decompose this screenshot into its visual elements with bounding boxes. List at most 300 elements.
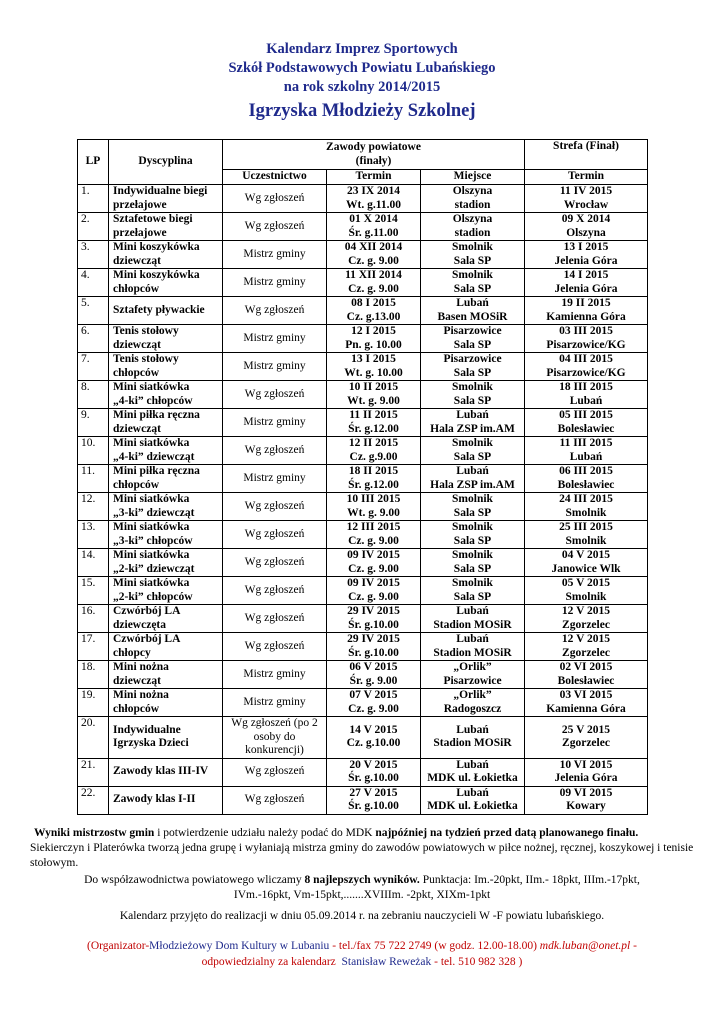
table-row [78, 381, 648, 409]
cell-discipline-line-1: Mini nożna [113, 689, 169, 701]
cell-participation-line-1: Mistrz gminy [243, 247, 306, 260]
header-place: Miejsce [421, 170, 525, 185]
notes-text-groups: Siekierczyn i Platerówka tworzą jedna grupę i wyłaniają mistrza gminy do zawodów powiatowych w piłce nożnej, ręcznej, koszykowej i tenisie stołowym. [30, 842, 694, 869]
cell-discipline [109, 213, 223, 241]
cell-participation-line-1: Mistrz gminy [243, 695, 306, 708]
cell-place-line-1: Lubań [456, 723, 489, 736]
cell-lp [78, 353, 109, 381]
cell-lp-line-1: 2. [81, 213, 90, 225]
cell-place [421, 353, 525, 381]
cell-participation-line-1: Mistrz gminy [243, 415, 306, 428]
cell-term-line-2: Cz. g.13.00 [346, 310, 401, 323]
cell-term-line-2: Śr. g.10.00 [348, 646, 399, 659]
cell-discipline [109, 409, 223, 437]
cell-place-line-2: Sala SP [453, 450, 492, 463]
cell-zone-final-line-2: Pisarzowice/KG [546, 366, 626, 379]
cell-zone-final-line-1: 04 III 2015 [559, 353, 613, 365]
cell-place [421, 325, 525, 353]
cell-zone-final-line-1: 04 V 2015 [561, 549, 611, 561]
cell-discipline-line-1: Zawody klas III-IV [113, 765, 209, 778]
cell-place-line-1: Smolnik [452, 549, 493, 561]
cell-zone-final-line-1: 25 III 2015 [559, 521, 613, 533]
cell-participation-line-1: Wg zgłoszeń [244, 443, 305, 456]
cell-term-line-2: Śr. g.12.00 [348, 478, 399, 491]
cell-discipline [109, 521, 223, 549]
cell-term-line-1: 11 XII 2014 [345, 269, 402, 281]
cell-discipline-line-2: dziewcząt [113, 254, 161, 267]
cell-term-line-1: 23 IX 2014 [346, 185, 401, 197]
cell-discipline-line-1: Sztafetowe biegi [113, 213, 193, 225]
cell-participation-line-1: Mistrz gminy [243, 471, 306, 484]
cell-discipline [109, 717, 223, 759]
cell-discipline [109, 437, 223, 465]
cell-zone-final-line-1: 24 III 2015 [559, 493, 613, 505]
cell-zone-final-line-2: Kamienna Góra [546, 702, 626, 715]
cell-term-line-1: 12 I 2015 [351, 325, 396, 337]
cell-place [421, 758, 525, 786]
cell-participation [223, 633, 327, 661]
cell-lp-line-1: 14. [81, 549, 96, 561]
cell-place-line-1: Smolnik [452, 521, 493, 533]
table-row [78, 409, 648, 437]
cell-discipline [109, 577, 223, 605]
cell-participation [223, 717, 327, 759]
cell-term-line-1: 27 V 2015 [349, 786, 398, 799]
table-row [78, 577, 648, 605]
cell-zone-final-line-2: Zgorzelec [562, 618, 610, 631]
cell-place [421, 297, 525, 325]
cell-zone-final [525, 577, 648, 605]
cell-place-line-2: Radogoszcz [443, 702, 502, 715]
cell-place-line-1: Smolnik [452, 241, 493, 253]
table-row [78, 493, 648, 521]
cell-discipline-line-1: Mini koszykówka [113, 269, 200, 281]
header-line-1: Kalendarz Imprez Sportowych [266, 41, 458, 57]
cell-term [327, 605, 421, 633]
cell-place [421, 493, 525, 521]
cell-place [421, 605, 525, 633]
cell-place-line-2: Basen MOSiR [437, 310, 508, 323]
cell-term-line-1: 20 V 2015 [349, 758, 398, 771]
cell-place-line-2: Sala SP [453, 254, 492, 267]
notes-bold-deadline: najpóźniej na tydzień przed datą planowanego finału. [375, 827, 639, 839]
cell-zone-final-line-2: Lubań [569, 450, 603, 463]
notes-text: i potwierdzenie udziału należy podać do MDK [154, 827, 376, 839]
cell-place-line-2: Sala SP [453, 534, 492, 547]
cell-zone-final-line-2: Bolesławiec [557, 478, 615, 491]
cell-place-line-1: Lubań [456, 465, 489, 477]
cell-lp [78, 758, 109, 786]
cell-participation [223, 786, 327, 814]
cell-zone-final-line-1: 19 II 2015 [561, 297, 611, 309]
cell-term-line-1: 10 II 2015 [348, 381, 399, 393]
cell-lp-line-1: 8. [81, 381, 90, 393]
cell-zone-final-line-1: 11 III 2015 [559, 437, 613, 449]
cell-place [421, 577, 525, 605]
cell-lp [78, 381, 109, 409]
header-term: Termin [327, 170, 421, 185]
cell-term-line-1: 11 II 2015 [349, 409, 398, 421]
cell-term-line-1: 12 II 2015 [348, 437, 399, 449]
cell-lp-line-1: 4. [81, 269, 90, 281]
cell-term-line-1: 07 V 2015 [349, 689, 398, 701]
cell-place-line-2: Hala ZSP im.AM [430, 478, 515, 491]
cell-discipline [109, 689, 223, 717]
cell-participation-line-1: Wg zgłoszeń [244, 191, 305, 204]
cell-participation [223, 269, 327, 297]
cell-participation [223, 241, 327, 269]
cell-zone-final-line-1: 05 III 2015 [559, 409, 613, 421]
cell-discipline [109, 633, 223, 661]
cell-discipline-line-2: „2-ki” dziewcząt [113, 562, 195, 575]
cell-place-line-2: Stadion MOSiR [433, 646, 512, 659]
cell-place-line-1: Smolnik [452, 577, 493, 589]
footer-contact: - tel./fax 75 722 2749 (w godz. 12.00-18.00) [329, 940, 540, 952]
cell-term-line-2: Śr. g.11.00 [348, 226, 399, 239]
cell-lp [78, 437, 109, 465]
cell-term-line-2: Cz. g. 9.00 [348, 534, 399, 547]
cell-zone-final-line-2: Janowice Wlk [551, 562, 621, 575]
cell-term-line-1: 18 II 2015 [348, 465, 399, 477]
cell-discipline [109, 465, 223, 493]
cell-zone-final-line-2: Jelenia Góra [554, 772, 618, 784]
cell-zone-final-line-1: 13 I 2015 [563, 241, 609, 253]
cell-place-line-2: stadion [454, 198, 491, 211]
table-row [78, 717, 648, 759]
cell-lp-line-1: 12. [81, 493, 96, 505]
cell-zone-final-line-1: 11 IV 2015 [559, 185, 613, 197]
cell-zone-final-line-2: Bolesławiec [557, 674, 615, 687]
cell-zone-final-line-2: Smolnik [565, 506, 607, 519]
cell-term-line-1: 09 IV 2015 [347, 549, 400, 561]
cell-term [327, 185, 421, 213]
table-row [78, 353, 648, 381]
cell-place-line-1: Pisarzowice [443, 325, 502, 337]
cell-zone-final-line-2: Jelenia Góra [554, 254, 618, 267]
cell-place-line-1: Pisarzowice [443, 353, 502, 365]
cell-discipline [109, 661, 223, 689]
cell-participation [223, 297, 327, 325]
cell-term [327, 437, 421, 465]
cell-term-line-2: Wt. g. 10.00 [344, 366, 403, 379]
cell-discipline [109, 493, 223, 521]
cell-participation [223, 325, 327, 353]
table-row [78, 549, 648, 577]
cell-participation [223, 409, 327, 437]
cell-zone-final [525, 437, 648, 465]
header-county-finals-l1: Zawody powiatowe [326, 141, 421, 153]
cell-discipline-line-2: przełajowe [113, 226, 167, 239]
cell-participation-line-1: Wg zgłoszeń [244, 219, 305, 232]
cell-zone-final [525, 786, 648, 814]
table-row [78, 241, 648, 269]
cell-zone-final-line-1: 12 V 2015 [561, 633, 611, 645]
table-row [78, 633, 648, 661]
cell-term [327, 577, 421, 605]
cell-zone-final-line-1: 09 X 2014 [561, 213, 611, 225]
cell-zone-final [525, 689, 648, 717]
cell-zone-final [525, 325, 648, 353]
cell-place-line-2: Pisarzowice [443, 674, 502, 687]
header-zone-term: Termin [525, 170, 648, 185]
cell-lp-line-1: 1. [81, 185, 90, 197]
table-row [78, 758, 648, 786]
table-row [78, 185, 648, 213]
table-row [78, 297, 648, 325]
cell-place [421, 717, 525, 759]
cell-participation [223, 758, 327, 786]
header-title: Igrzyska Młodzieży Szkolnej [248, 101, 476, 121]
cell-place [421, 689, 525, 717]
cell-lp [78, 465, 109, 493]
header-discipline: Dyscyplina [109, 140, 223, 185]
cell-place-line-2: Hala ZSP im.AM [430, 422, 515, 435]
cell-term-line-2: Śr. g.10.00 [348, 618, 399, 631]
cell-participation [223, 213, 327, 241]
cell-discipline-line-1: Mini siatkówka [113, 549, 190, 561]
cell-place [421, 633, 525, 661]
cell-discipline [109, 297, 223, 325]
cell-participation-line-1: Wg zgłoszeń [244, 611, 305, 624]
cell-term [327, 689, 421, 717]
cell-place-line-2: MDK ul. Łokietka [427, 800, 518, 812]
cell-place-line-1: Olszyna [452, 185, 493, 197]
notes-scoring-intro: Do współzawodnictwa powiatowego wliczamy [84, 874, 305, 886]
cell-zone-final-line-1: 09 VI 2015 [559, 786, 613, 799]
notes-bold-results: Wyniki mistrzostw gmin [34, 827, 155, 839]
cell-lp [78, 213, 109, 241]
cell-discipline-line-2: „4-ki” chłopców [113, 394, 193, 407]
cell-lp [78, 521, 109, 549]
cell-lp [78, 689, 109, 717]
cell-zone-final-line-2: Kowary [566, 800, 606, 812]
cell-term [327, 786, 421, 814]
cell-discipline-line-1: Tenis stołowy [113, 353, 179, 365]
cell-place-line-1: Lubań [456, 605, 489, 617]
cell-term-line-2: Śr. g.10.00 [348, 800, 399, 812]
cell-zone-final [525, 465, 648, 493]
cell-term [327, 661, 421, 689]
cell-lp-line-1: 9. [81, 409, 90, 421]
cell-zone-final-line-1: 03 VI 2015 [559, 689, 613, 701]
cell-term-line-2: Śr. g.10.00 [348, 772, 399, 784]
cell-participation [223, 437, 327, 465]
cell-discipline [109, 549, 223, 577]
cell-discipline [109, 185, 223, 213]
cell-term-line-2: Cz. g. 9.00 [348, 254, 399, 267]
cell-zone-final-line-2: Jelenia Góra [554, 282, 618, 295]
cell-discipline-line-2: Igrzyska Dzieci [113, 737, 189, 750]
cell-zone-final [525, 269, 648, 297]
cell-discipline [109, 381, 223, 409]
cell-discipline-line-1: Indywidualne [113, 723, 181, 736]
cell-participation-line-1: Mistrz gminy [243, 667, 306, 680]
cell-place-line-1: Smolnik [452, 269, 493, 281]
table-row [78, 661, 648, 689]
table-row [78, 786, 648, 814]
cell-zone-final [525, 213, 648, 241]
cell-zone-final-line-1: 05 V 2015 [561, 577, 611, 589]
cell-participation-line-1: Mistrz gminy [243, 275, 306, 288]
cell-discipline-line-1: Mini nożna [113, 661, 169, 673]
cell-term [327, 521, 421, 549]
cell-place-line-2: Stadion MOSiR [433, 618, 512, 631]
cell-place [421, 465, 525, 493]
footer-open: (Organizator- [87, 940, 150, 952]
table-body [78, 185, 648, 815]
cell-term-line-2: Wt. g.11.00 [346, 198, 401, 211]
cell-lp-line-1: 13. [81, 521, 96, 533]
cell-term [327, 213, 421, 241]
cell-term [327, 297, 421, 325]
cell-zone-final-line-2: Bolesławiec [557, 422, 615, 435]
cell-zone-final-line-1: 18 III 2015 [559, 381, 613, 393]
events-calendar-table [77, 139, 648, 815]
table-row [78, 325, 648, 353]
cell-lp-line-1: 20. [81, 717, 96, 729]
cell-discipline-line-2: „4-ki” dziewcząt [113, 450, 195, 463]
cell-place-line-2: Sala SP [453, 338, 492, 351]
cell-term-line-1: 01 X 2014 [349, 213, 398, 225]
cell-zone-final [525, 758, 648, 786]
cell-lp-line-1: 3. [81, 241, 90, 253]
cell-participation [223, 605, 327, 633]
footer-organizer: Młodzieżowy Dom Kultury w Lubaniu [149, 940, 330, 952]
cell-discipline-line-1: Mini koszykówka [113, 241, 200, 253]
cell-participation [223, 185, 327, 213]
cell-term-line-2: Cz. g.10.00 [346, 737, 401, 750]
cell-term-line-2: Cz. g. 9.00 [348, 702, 399, 715]
cell-place-line-1: Lubań [456, 409, 489, 421]
footer-person: Stanisław Reweżak [341, 956, 432, 968]
cell-discipline-line-2: dziewcząt [113, 674, 161, 687]
cell-participation [223, 661, 327, 689]
cell-term-line-2: Śr. g. 9.00 [349, 674, 398, 687]
cell-zone-final [525, 493, 648, 521]
cell-discipline-line-1: Mini siatkówka [113, 381, 190, 393]
cell-discipline-line-2: chłopców [113, 282, 159, 295]
cell-term [327, 758, 421, 786]
cell-place-line-1: Smolnik [452, 381, 493, 393]
cell-zone-final [525, 549, 648, 577]
organizer-footer [0, 938, 724, 970]
cell-place [421, 269, 525, 297]
cell-participation-line-1: Wg zgłoszeń [244, 639, 305, 652]
cell-term-line-2: Cz. g.9.00 [349, 450, 398, 463]
cell-participation-line-1: Wg zgłoszeń [244, 527, 305, 540]
cell-zone-final-line-2: Smolnik [565, 590, 607, 603]
cell-participation-line-1: Wg zgłoszeń [244, 793, 305, 806]
cell-zone-final-line-2: Lubań [569, 394, 603, 407]
cell-lp [78, 786, 109, 814]
cell-participation-line-1: Mistrz gminy [243, 331, 306, 344]
cell-term [327, 717, 421, 759]
cell-discipline-line-2: dziewcząt [113, 422, 161, 435]
cell-zone-final-line-1: 02 VI 2015 [559, 661, 613, 673]
cell-discipline-line-1: Indywidualne biegi [113, 185, 208, 197]
cell-zone-final [525, 521, 648, 549]
table-row [78, 465, 648, 493]
cell-zone-final [525, 297, 648, 325]
cell-participation [223, 381, 327, 409]
notes-paragraph-1 [30, 826, 694, 871]
cell-discipline-line-1: Sztafety pływackie [113, 303, 205, 316]
cell-place-line-1: „Orlik” [453, 661, 492, 673]
cell-place-line-1: Olszyna [452, 213, 493, 225]
cell-zone-final [525, 661, 648, 689]
cell-zone-final-line-1: 10 VI 2015 [559, 758, 613, 771]
cell-lp [78, 241, 109, 269]
cell-term-line-1: 10 III 2015 [346, 493, 401, 505]
cell-zone-final-line-2: Pisarzowice/KG [546, 338, 626, 351]
cell-place-line-2: Sala SP [453, 562, 492, 575]
header-county-finals [223, 140, 525, 170]
header-line-3: na rok szkolny 2014/2015 [283, 79, 441, 95]
cell-discipline-line-2: „3-ki” chłopców [113, 534, 193, 547]
cell-discipline [109, 269, 223, 297]
cell-place [421, 381, 525, 409]
cell-term [327, 381, 421, 409]
cell-term [327, 633, 421, 661]
cell-term-line-1: 13 I 2015 [351, 353, 396, 365]
footer-tel: - tel. 510 982 328 ) [431, 956, 523, 968]
cell-place-line-1: Lubań [456, 786, 489, 799]
cell-term-line-1: 06 V 2015 [349, 661, 398, 673]
cell-lp-line-1: 17. [81, 633, 96, 645]
footer-dash: - [630, 940, 637, 952]
cell-place-line-2: Sala SP [453, 590, 492, 603]
cell-discipline-line-2: przełajowe [113, 198, 167, 211]
cell-discipline [109, 325, 223, 353]
cell-term [327, 325, 421, 353]
cell-discipline-line-1: Czwórbój LA [113, 605, 181, 617]
cell-discipline-line-1: Czwórbój LA [113, 633, 181, 645]
cell-lp-line-1: 11. [81, 465, 95, 477]
cell-lp [78, 549, 109, 577]
cell-zone-final-line-2: Smolnik [565, 534, 607, 547]
notes-scoring-bold: 8 najlepszych wyników. [304, 874, 420, 886]
cell-lp [78, 185, 109, 213]
cell-discipline [109, 353, 223, 381]
cell-lp [78, 325, 109, 353]
cell-zone-final [525, 353, 648, 381]
cell-discipline-line-2: chłopców [113, 702, 159, 715]
cell-lp-line-1: 16. [81, 605, 96, 617]
cell-term-line-1: 12 III 2015 [346, 521, 401, 533]
cell-participation-line-1: Wg zgłoszeń [244, 303, 305, 316]
cell-lp-line-1: 22. [81, 786, 96, 799]
cell-zone-final [525, 605, 648, 633]
cell-lp [78, 661, 109, 689]
cell-place-line-1: Smolnik [452, 437, 493, 449]
cell-term-line-1: 04 XII 2014 [344, 241, 403, 253]
cell-lp [78, 493, 109, 521]
cell-zone-final-line-1: 03 III 2015 [559, 325, 613, 337]
cell-lp-line-1: 7. [81, 353, 90, 365]
cell-term-line-1: 29 IV 2015 [347, 633, 400, 645]
cell-discipline-line-2: „2-ki” chłopców [113, 590, 193, 603]
cell-place-line-2: Sala SP [453, 282, 492, 295]
cell-discipline-line-1: Mini piłka ręczna [113, 465, 200, 477]
cell-participation-line-1: Wg zgłoszeń [244, 555, 305, 568]
cell-place-line-2: stadion [454, 226, 491, 239]
cell-zone-final-line-2: Zgorzelec [562, 646, 610, 659]
cell-discipline-line-1: Mini piłka ręczna [113, 409, 200, 421]
cell-zone-final [525, 633, 648, 661]
cell-lp-line-1: 6. [81, 325, 90, 337]
cell-place-line-2: Sala SP [453, 394, 492, 407]
cell-place [421, 786, 525, 814]
